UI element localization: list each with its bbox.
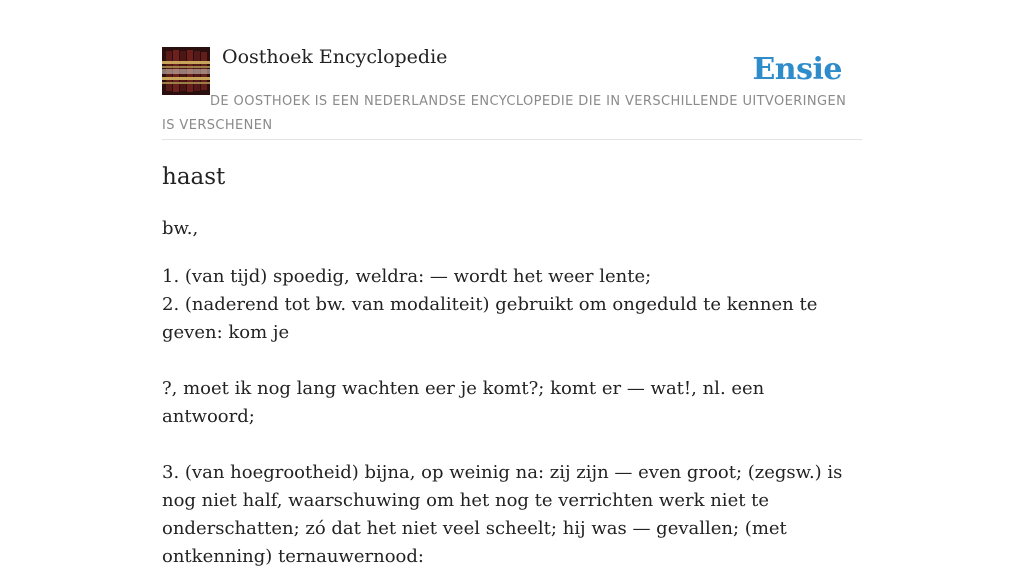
paragraph-gap bbox=[162, 347, 862, 375]
definition-line: ?, moet ik nog lang wachten eer je komt?; komt er — wat!, nl. een antwoord; bbox=[162, 378, 765, 427]
site-title[interactable]: Oosthoek Encyclopedie bbox=[222, 46, 448, 68]
paragraph-gap bbox=[162, 431, 862, 459]
entry-part-of-speech: bw., bbox=[162, 218, 199, 239]
encyclopedia-books-icon[interactable] bbox=[162, 47, 210, 95]
site-tagline: DE OOSTHOEK IS EEN NEDERLANDSE ENCYCLOPEDIE DIE IN VERSCHILLENDE UITVOERINGEN IS VERSCHENEN bbox=[162, 94, 847, 133]
definition-line: 2. (naderend tot bw. van modaliteit) gebruikt om ongeduld te kennen te geven: kom je bbox=[162, 294, 818, 343]
entry-definition bbox=[162, 263, 862, 571]
content-container bbox=[162, 0, 862, 567]
entry-headword: haast bbox=[162, 164, 226, 190]
brand-logo[interactable]: Ensie bbox=[752, 52, 842, 87]
definition-line: 1. (van tijd) spoedig, weldra: — wordt het weer lente; bbox=[162, 266, 652, 287]
site-header bbox=[162, 0, 862, 140]
definition-line: 3. (van hoegrootheid) bijna, op weinig na: zij zijn — even groot; (zegsw.) is nog niet half, waarschuwing om het nog te verrichten werk niet te onderschatten; zó dat het niet veel scheelt; hij was — gevallen; (met ontkenning) ternauwernood: bbox=[162, 462, 843, 567]
